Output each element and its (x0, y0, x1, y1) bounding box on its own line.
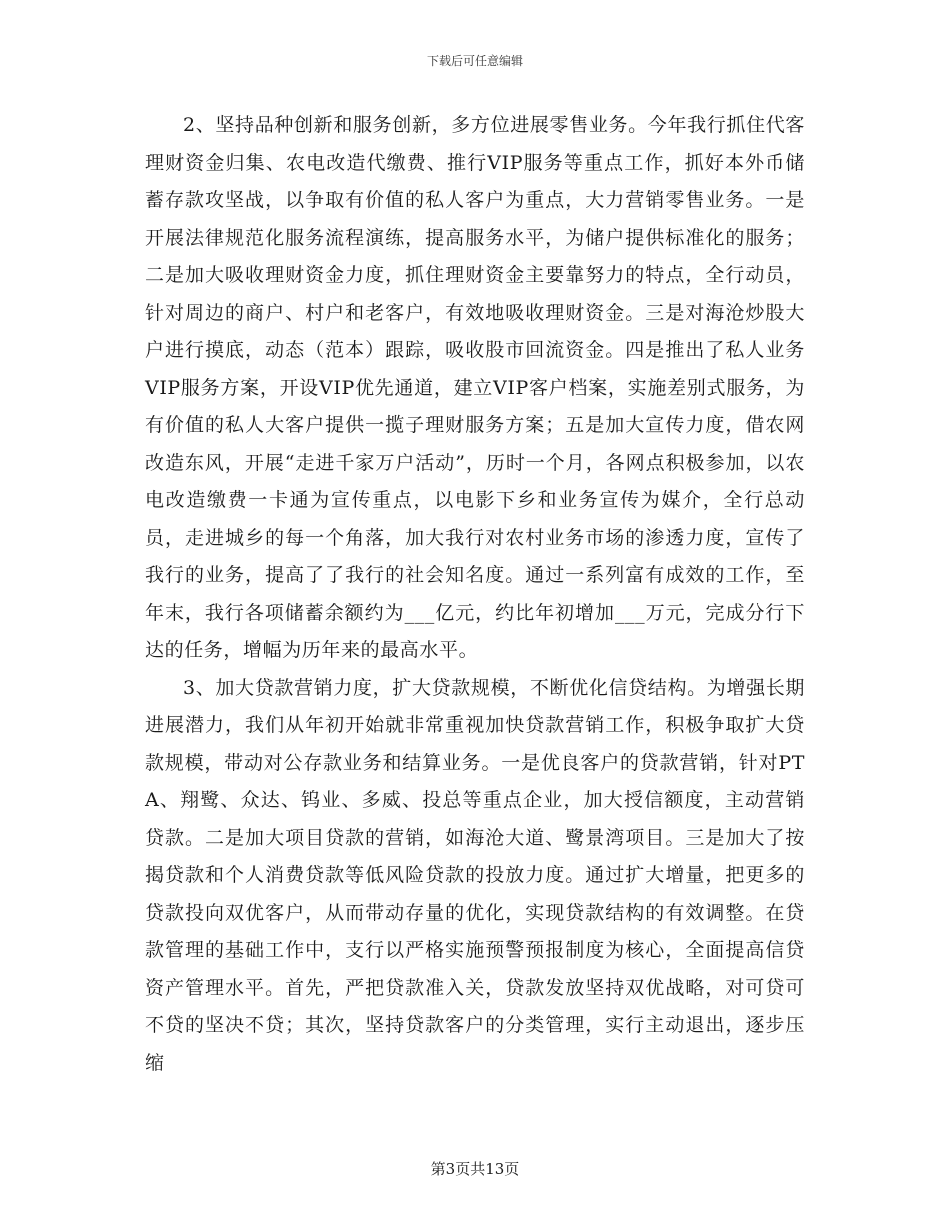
paragraph-retail-business: 2、坚持品种创新和服务创新，多方位进展零售业务。今年我行抓住代客理财资金归集、农电改造代缴费、推行VIP服务等重点工作，抓好本外币储蓄存款攻坚战，以争取有价值的私人客户为重点，大力营销零售业务。一是开展法律规范化服务流程演练，提高服务水平，为储户提供标准化的服务；二是加大吸收理财资金力度，抓住理财资金主要靠努力的特点，全行动员，针对周边的商户、村户和老客户，有效地吸收理财资金。三是对海沧炒股大户进行摸底，动态（范本）跟踪，吸收股市回流资金。四是推出了私人业务VIP服务方案，开设VIP优先通道，建立VIP客户档案，实施差别式服务，为有价值的私人大客户提供一揽子理财服务方案；五是加大宣传力度，借农网改造东风，开展“走进千家万户活动”，历时一个月，各网点积极参加，以农电改造缴费一卡通为宣传重点，以电影下乡和业务宣传为媒介，全行总动员，走进城乡的每一个角落，加大我行对农村业务市场的渗透力度，宣传了我行的业务，提高了了我行的社会知名度。通过一系列富有成效的工作，至年末，我行各项储蓄余额约为___亿元，约比年初增加___万元，完成分行下达的任务，增幅为历年来的最高水平。 (145, 114, 805, 661)
header-note: 下载后可任意编辑 (426, 54, 523, 68)
document-body (145, 107, 805, 1082)
page-number: 第3页共13页 (430, 1160, 520, 1178)
paragraph-loan-marketing: 3、加大贷款营销力度，扩大贷款规模，不断优化信贷结构。为增强长期进展潜力，我们从年初开始就非常重视加快贷款营销工作，积极争取扩大贷款规模，带动对公存款业务和结算业务。一是优良客户的贷款营销，针对PTA、翔鹭、众达、钨业、多威、投总等重点企业，加大授信额度，主动营销贷款。二是加大项目贷款的营销，如海沧大道、鹭景湾项目。三是加大了按揭贷款和个人消费贷款等低风险贷款的投放力度。通过扩大增量，把更多的贷款投向双优客户，从而带动存量的优化，实现贷款结构的有效调整。在贷款管理的基础工作中，支行以严格实施预警预报制度为核心，全面提高信贷资产管理水平。首先，严把贷款准入关，贷款发放坚持双优战略，对可贷可不贷的坚决不贷；其次，坚持贷款客户的分类管理，实行主动退出，逐步压缩 (145, 676, 805, 1074)
